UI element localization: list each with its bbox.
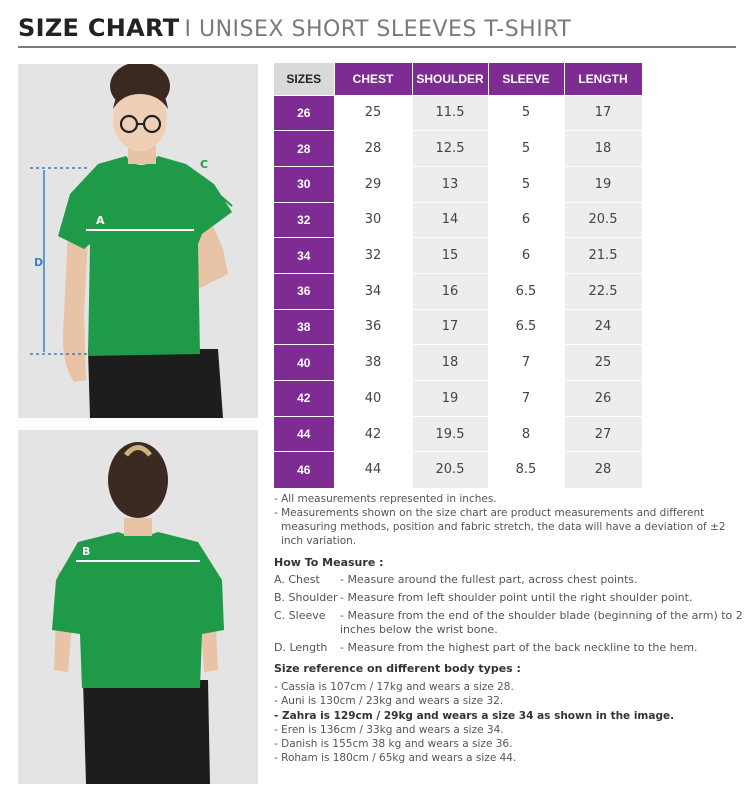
header-shoulder: SHOULDER (412, 63, 488, 95)
shoulder-cell: 19.5 (412, 416, 488, 452)
table-row (274, 166, 642, 202)
size-cell: 28 (274, 131, 334, 167)
size-cell: 30 (274, 166, 334, 202)
sleeve-cell: 8 (488, 416, 564, 452)
table-row (274, 238, 642, 274)
shoulder-cell: 13 (412, 166, 488, 202)
length-cell: 26 (564, 381, 642, 417)
sleeve-cell: 7 (488, 345, 564, 381)
chest-cell: 25 (334, 95, 412, 131)
measure-label: A. Chest (274, 573, 320, 586)
note-2: - Measurements shown on the size chart are product measurements and different measuring methods, position and fabric stretch, the data will have a deviation of ±2 inch variation. (274, 507, 726, 547)
label-d: D (34, 256, 44, 269)
how-to-measure-title: How To Measure : (274, 556, 384, 569)
reference-item: - Eren is 136cm / 33kg and wears a size 34. (274, 723, 504, 736)
length-cell: 25 (564, 345, 642, 381)
length-cell: 20.5 (564, 202, 642, 238)
table-row (274, 273, 642, 309)
chest-cell: 32 (334, 238, 412, 274)
length-cell: 24 (564, 309, 642, 345)
reference-item-highlighted: - Zahra is 129cm / 29kg and wears a size 34 as shown in the image. (274, 709, 675, 722)
sleeve-cell: 8.5 (488, 452, 564, 488)
measure-label: B. Shoulder (274, 591, 338, 604)
measure-label: D. Length (274, 641, 328, 654)
front-view-photo (18, 64, 258, 418)
size-cell: 40 (274, 345, 334, 381)
reference-item: - Cassia is 107cm / 17kg and wears a size 28. (274, 681, 514, 693)
size-cell: 42 (274, 381, 334, 417)
table-row (274, 345, 642, 381)
chest-cell: 30 (334, 202, 412, 238)
reference-item: - Auni is 130cm / 23kg and wears a size 32. (274, 695, 504, 708)
label-a: A (96, 214, 105, 227)
sleeve-cell: 6 (488, 202, 564, 238)
title-subtitle: I UNISEX SHORT SLEEVES T-SHIRT (184, 17, 572, 42)
length-cell: 19 (564, 166, 642, 202)
chest-cell: 36 (334, 309, 412, 345)
header-sleeve: SLEEVE (488, 63, 564, 95)
sleeve-cell: 6.5 (488, 309, 564, 345)
shoulder-cell: 16 (412, 273, 488, 309)
chest-cell: 29 (334, 166, 412, 202)
shoulder-cell: 14 (412, 202, 488, 238)
shoulder-cell: 15 (412, 238, 488, 274)
measure-label: C. Sleeve (274, 609, 326, 622)
length-cell: 18 (564, 131, 642, 167)
sleeve-cell: 5 (488, 131, 564, 167)
shoulder-cell: 18 (412, 345, 488, 381)
size-cell: 26 (274, 95, 334, 131)
size-chart-table (274, 63, 643, 488)
back-view-photo (18, 430, 258, 784)
header-chest: CHEST (334, 63, 412, 95)
shoulder-cell: 19 (412, 381, 488, 417)
size-cell: 46 (274, 452, 334, 488)
chest-cell: 28 (334, 131, 412, 167)
header-sizes: SIZES (274, 63, 334, 95)
length-cell: 27 (564, 416, 642, 452)
sleeve-cell: 7 (488, 381, 564, 417)
size-cell: 34 (274, 238, 334, 274)
chest-cell: 44 (334, 452, 412, 488)
note-1: - All measurements represented in inches. (274, 493, 497, 505)
length-cell: 17 (564, 95, 642, 131)
length-cell: 21.5 (564, 238, 642, 274)
measure-desc: - Measure around the fullest part, across chest points. (340, 573, 638, 586)
header-length: LENGTH (564, 63, 642, 95)
size-cell: 44 (274, 416, 334, 452)
table-row (274, 381, 642, 417)
shoulder-cell: 12.5 (412, 131, 488, 167)
reference-item: - Danish is 155cm 38 kg and wears a size 36. (274, 738, 513, 751)
label-c: C (200, 158, 209, 171)
table-row (274, 309, 642, 345)
front-view-illustration (18, 64, 258, 418)
size-cell: 36 (274, 273, 334, 309)
table-row (274, 95, 642, 131)
page-title (18, 14, 736, 48)
length-cell: 28 (564, 452, 642, 488)
size-cell: 32 (274, 202, 334, 238)
sleeve-cell: 5 (488, 166, 564, 202)
title-bold: SIZE CHART (18, 14, 180, 42)
reference-item: - Roham is 180cm / 65kg and wears a size 44. (274, 752, 517, 765)
chest-cell: 42 (334, 416, 412, 452)
label-b: B (82, 545, 91, 558)
sleeve-cell: 6.5 (488, 273, 564, 309)
chest-cell: 34 (334, 273, 412, 309)
size-cell: 38 (274, 309, 334, 345)
shoulder-cell: 20.5 (412, 452, 488, 488)
length-cell: 22.5 (564, 273, 642, 309)
sleeve-cell: 5 (488, 95, 564, 131)
measure-desc: - Measure from left shoulder point until the right shoulder point. (340, 591, 693, 604)
size-reference-title: Size reference on different body types : (274, 662, 521, 675)
measure-desc: - Measure from the highest part of the back neckline to the hem. (340, 641, 698, 654)
table-header-row (274, 63, 642, 95)
shoulder-cell: 17 (412, 309, 488, 345)
sleeve-cell: 6 (488, 238, 564, 274)
table-row (274, 452, 642, 488)
back-view-illustration (18, 430, 258, 784)
shoulder-cell: 11.5 (412, 95, 488, 131)
notes (274, 492, 744, 548)
table-row (274, 202, 642, 238)
chest-cell: 38 (334, 345, 412, 381)
size-reference-list (274, 680, 674, 766)
measure-desc: - Measure from the end of the shoulder blade (beginning of the arm) to 2 inches below the wrist bone. (340, 609, 743, 636)
table-row (274, 131, 642, 167)
chest-cell: 40 (334, 381, 412, 417)
table-row (274, 416, 642, 452)
